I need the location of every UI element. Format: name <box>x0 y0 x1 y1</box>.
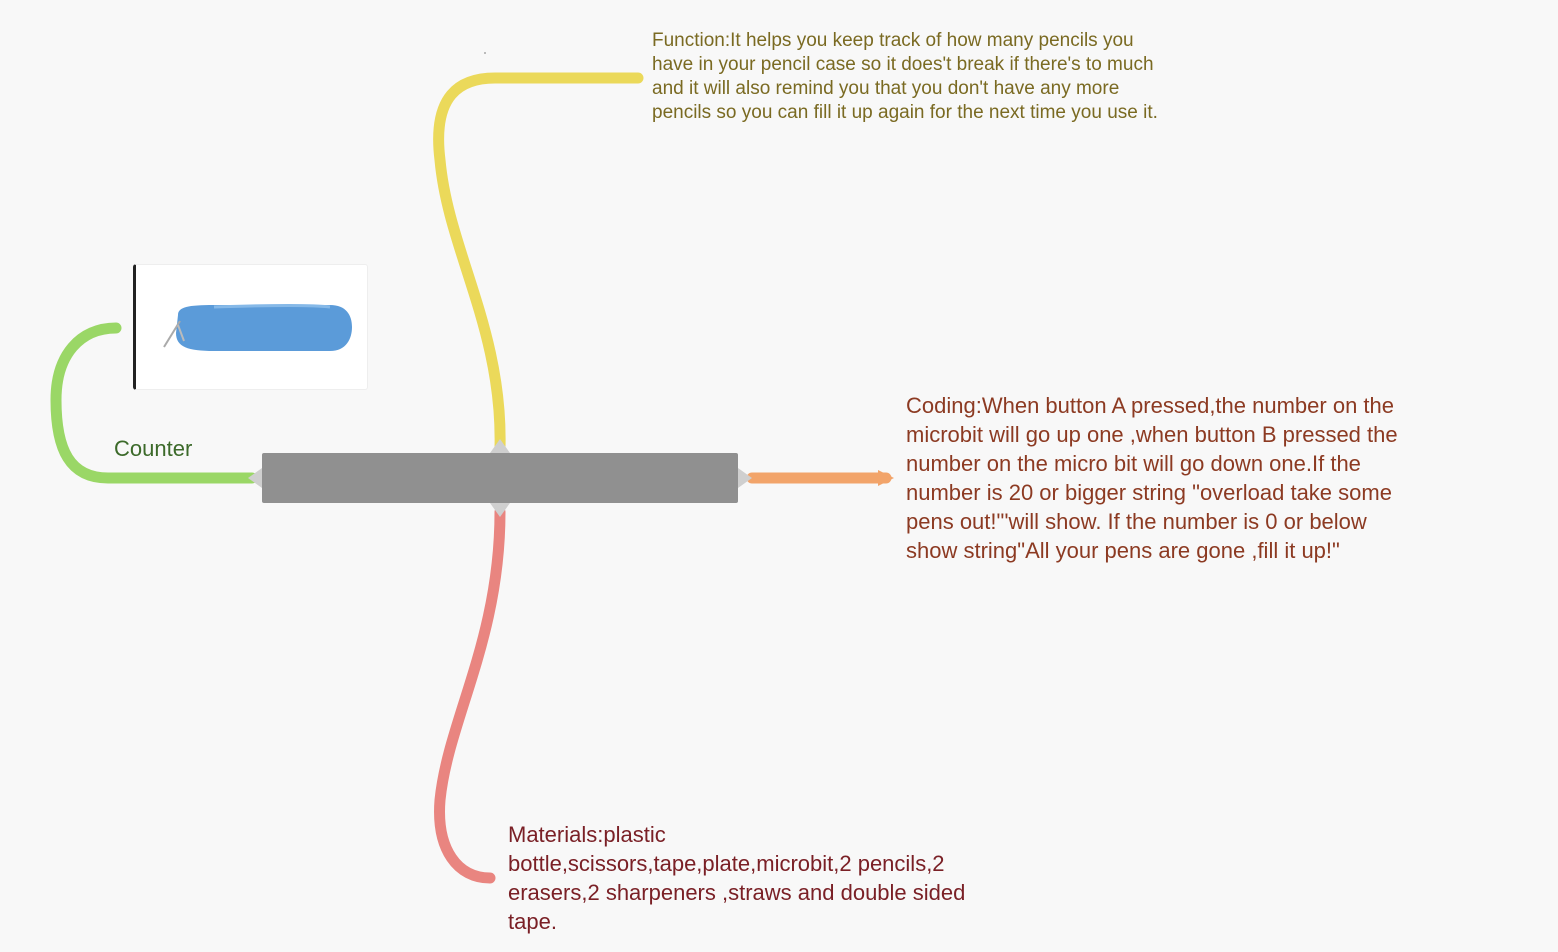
resize-handle-left[interactable] <box>248 468 262 488</box>
function-line: pencils so you can fill it up again for the next time you use it. <box>652 102 1158 123</box>
coding-line: number on the micro bit will go down one.If the <box>906 451 1361 476</box>
materials-line: tape. <box>508 909 557 934</box>
resize-handle-right[interactable] <box>738 468 752 488</box>
function-branch[interactable] <box>439 78 638 448</box>
function-line: Function:It helps you keep track of how many pencils you <box>652 30 1134 51</box>
coding-line: show string"All your pens are gone ,fill it up!" <box>906 538 1340 563</box>
coding-line: pens out!"'will show. If the number is 0 or below <box>906 509 1367 534</box>
pencil-case-image <box>154 295 354 365</box>
function-node[interactable] <box>652 29 1158 125</box>
function-line: and it will also remind you that you don't have any more <box>652 78 1120 99</box>
resize-handle-bottom[interactable] <box>490 503 510 517</box>
counter-label[interactable]: Counter <box>114 436 193 461</box>
materials-line: erasers,2 sharpeners ,straws and double sided <box>508 880 966 905</box>
materials-node[interactable] <box>508 820 965 936</box>
stray-dot <box>484 52 486 54</box>
coding-node[interactable] <box>906 391 1398 565</box>
coding-line: number is 20 or bigger string "overload take some <box>906 480 1392 505</box>
materials-line: Materials:plastic <box>508 822 666 847</box>
materials-branch[interactable] <box>440 512 500 878</box>
function-line: have in your pencil case so it does't break if there's to much <box>652 54 1154 75</box>
coding-line: Coding:When button A pressed,the number on the <box>906 393 1394 418</box>
coding-line: microbit will go up one ,when button B pressed the <box>906 422 1398 447</box>
pencil-case-image-node[interactable] <box>133 264 368 390</box>
central-topic-bar[interactable] <box>262 453 738 503</box>
coding-branch-tip <box>878 470 894 486</box>
materials-line: bottle,scissors,tape,plate,microbit,2 pencils,2 <box>508 851 945 876</box>
resize-handle-top[interactable] <box>490 439 510 453</box>
